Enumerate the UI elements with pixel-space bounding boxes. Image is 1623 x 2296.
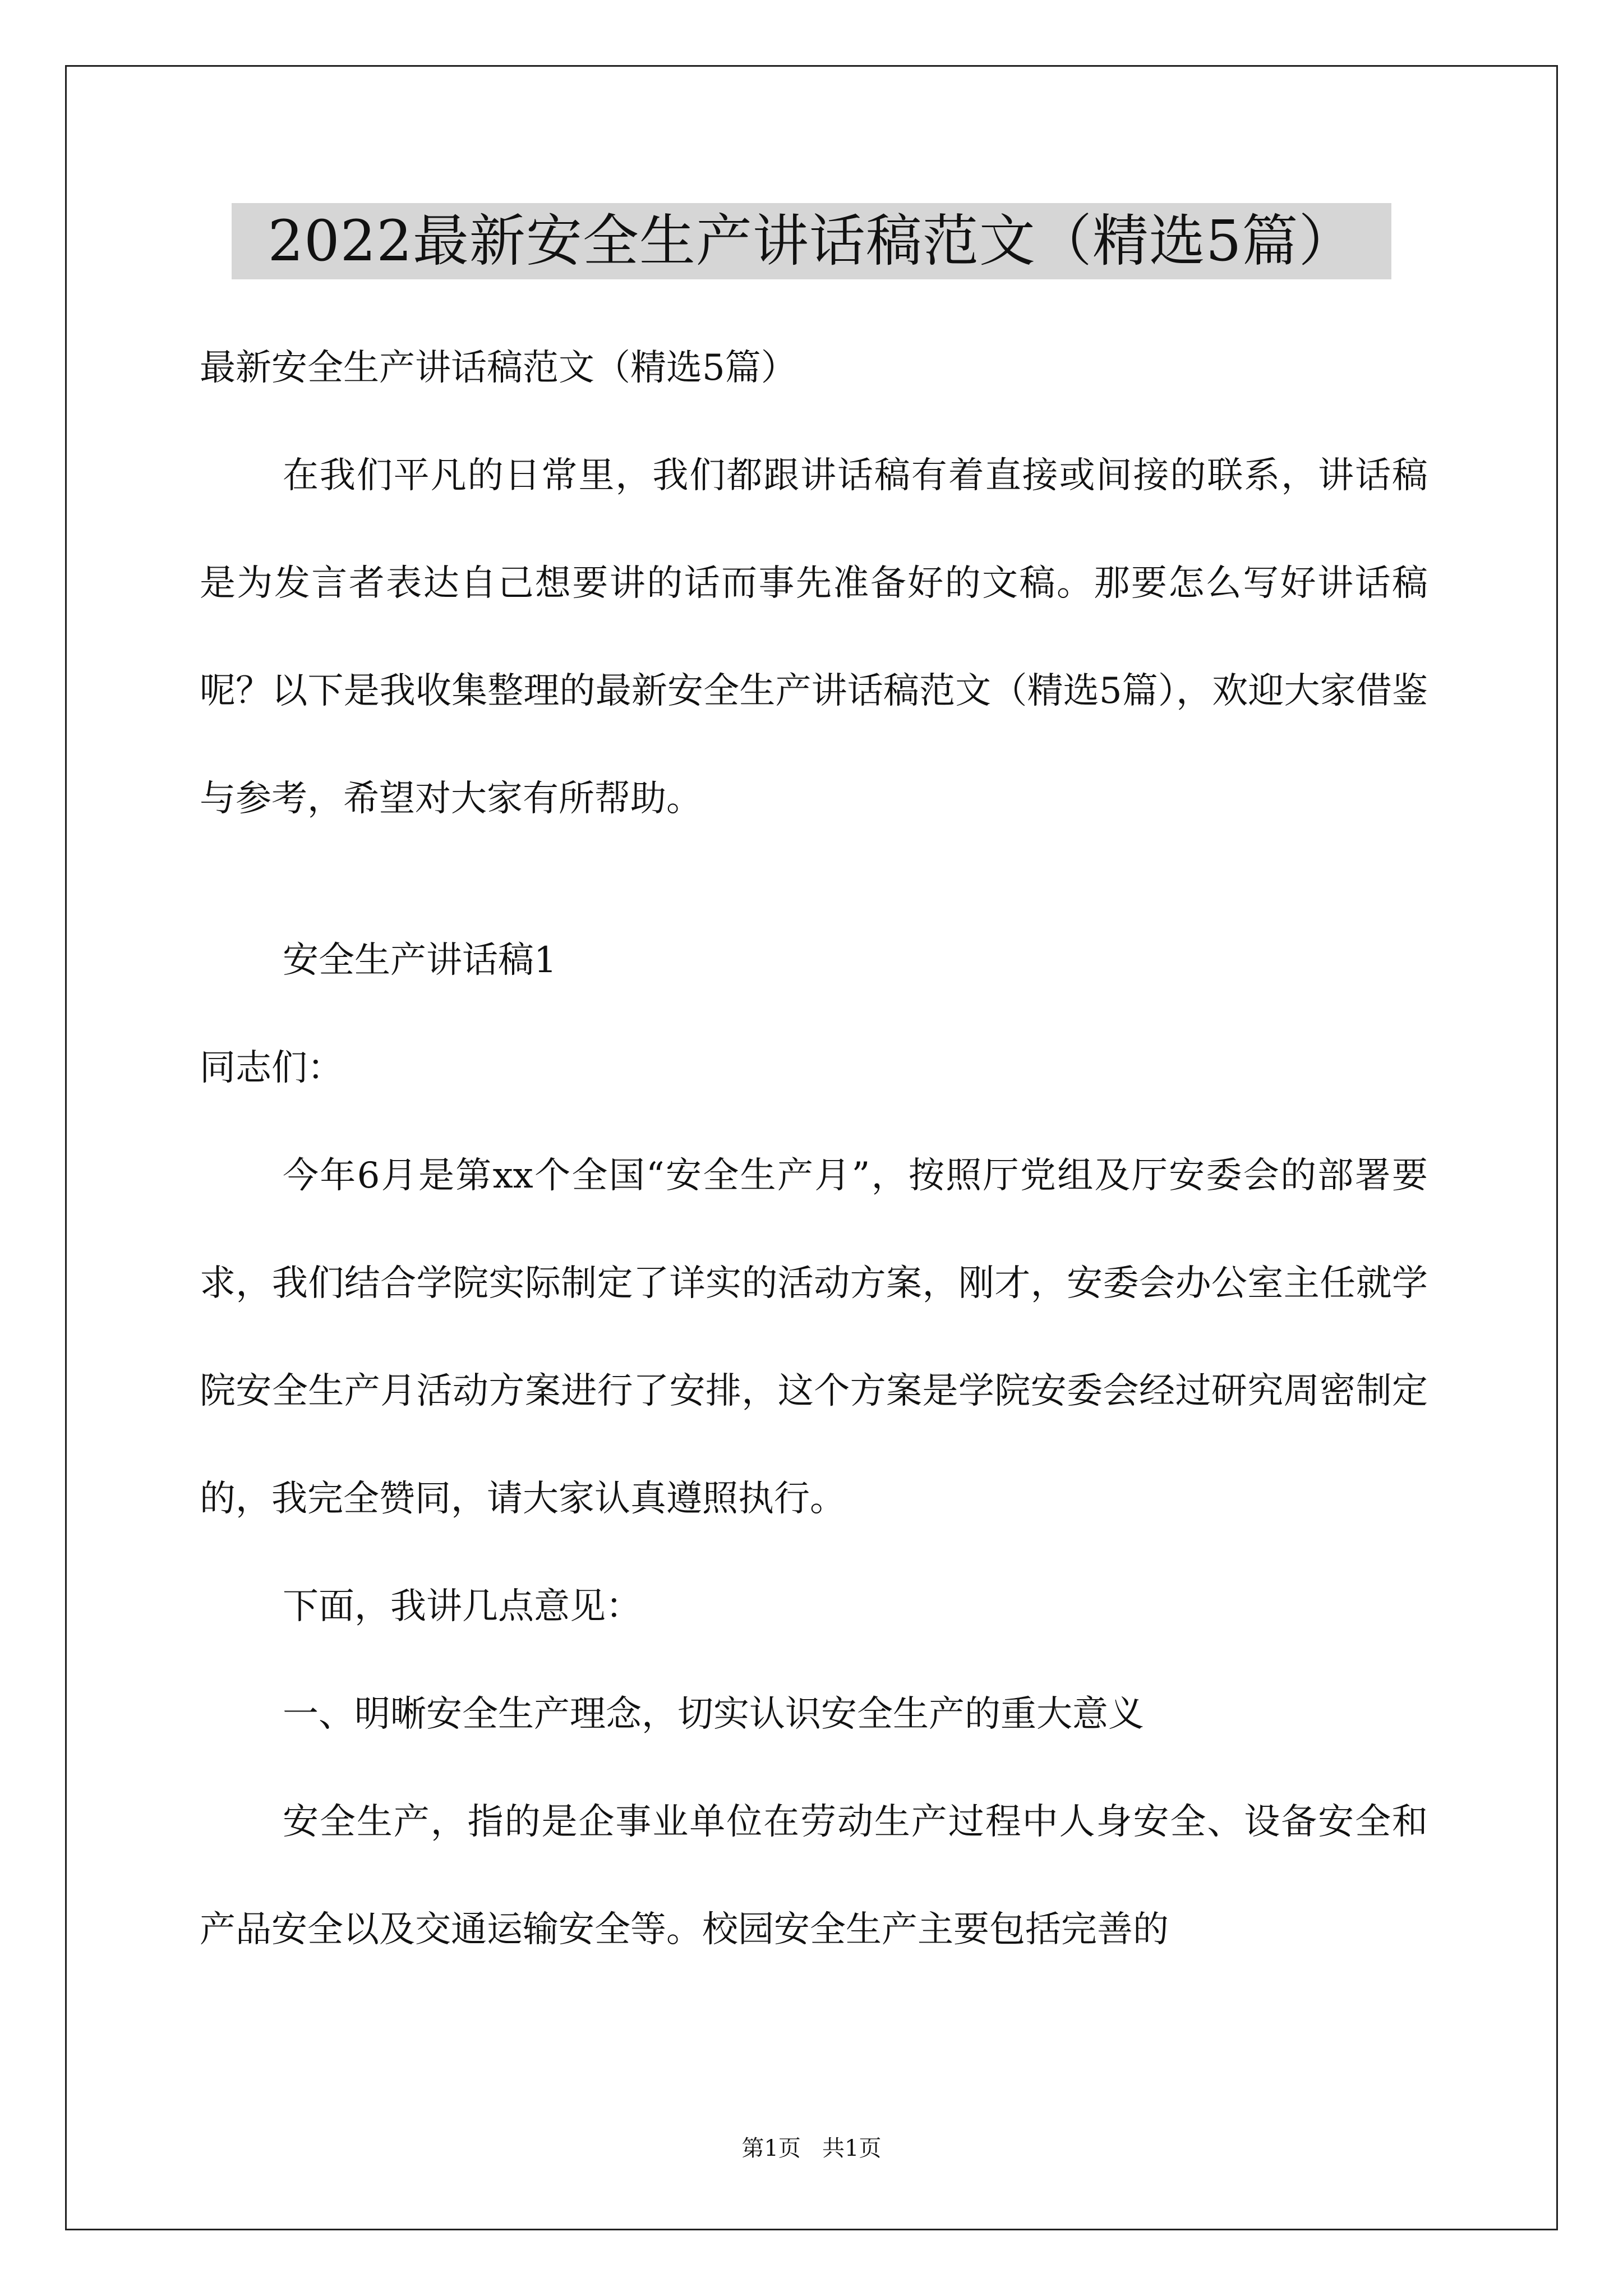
paragraph-gap <box>200 853 1428 907</box>
body-paragraph: 下面，我讲几点意见： <box>283 1586 642 1627</box>
intro-paragraph: 在我们平凡的日常里，我们都跟讲话稿有着直接或间接的联系，讲话稿是为发言者表达自己想要讲的话而事先准备好的文稿。那要怎么写好讲话稿呢？以下是我收集整理的最新安全生产讲话稿范文（精选5篇），欢迎大家借鉴与参考，希望对大家有所帮助。 <box>200 455 1428 820</box>
document-title: 2022最新安全生产讲话稿范文（精选5篇） <box>232 203 1391 279</box>
body-paragraph: 安全生产，指的是企事业单位在劳动生产过程中人身安全、设备安全和产品安全以及交通运输安全等。校园安全生产主要包括完善的 <box>200 1801 1428 1950</box>
body-paragraph: 今年6月是第xx个全国“安全生产月”，按照厅党组及厅安委会的部署要求，我们结合学院实际制定了详实的活动方案，刚才，安委会办公室主任就学院安全生产月活动方案进行了安排，这个方案是学院安委会经过研究周密制定的，我完全赞同，请大家认真遵照执行。 <box>200 1155 1428 1520</box>
page-number-footer: 第1页 共1页 <box>741 2136 882 2161</box>
document-body <box>200 314 1428 1984</box>
section-heading: 安全生产讲话稿1 <box>283 940 557 981</box>
body-paragraph: 一、明晰安全生产理念，切实认识安全生产的重大意义 <box>283 1694 1144 1735</box>
salutation: 同志们： <box>200 1047 343 1089</box>
subtitle: 最新安全生产讲话稿范文（精选5篇） <box>200 347 797 389</box>
